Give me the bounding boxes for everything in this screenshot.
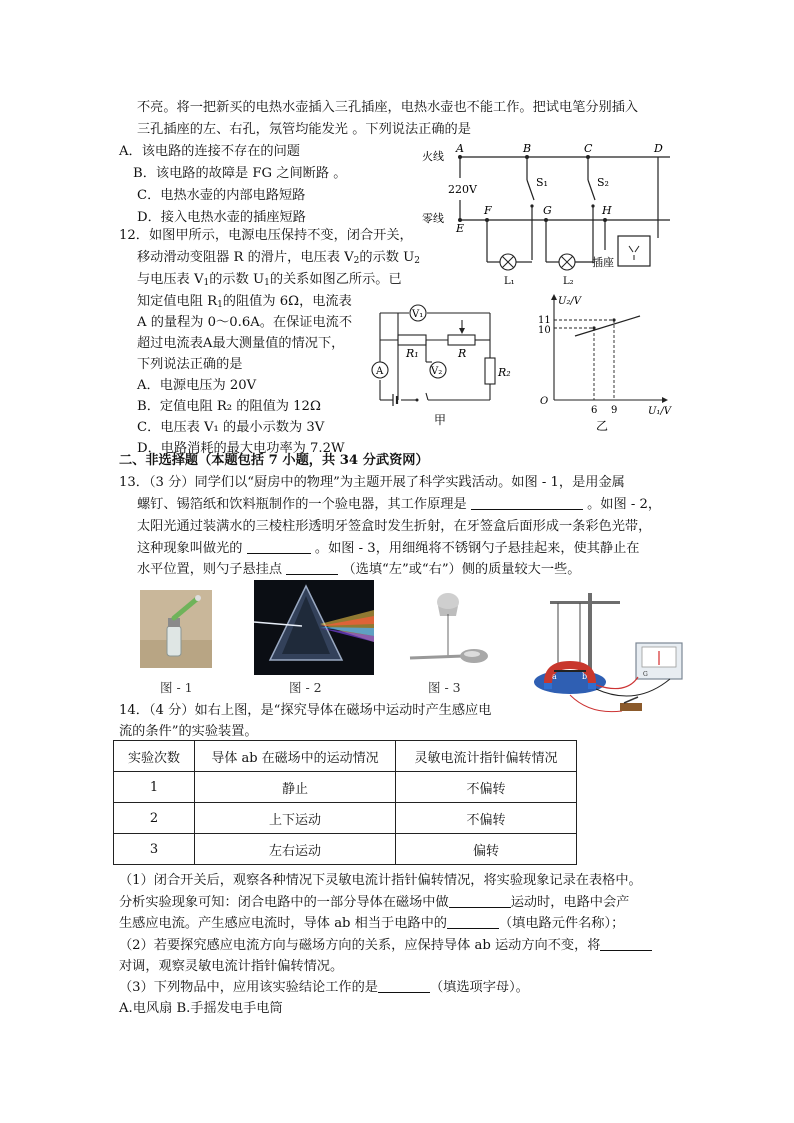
table-header-row (114, 741, 577, 772)
q12-line4: 知定值电阻 $R_1$的阻值为 6Ω，电流表 (137, 294, 352, 310)
photo-electroscope (140, 590, 212, 668)
table-row (114, 803, 577, 834)
q14-blank-4 (378, 979, 430, 993)
label-R2: R₂ (498, 366, 511, 379)
table-cell: 偏转 (396, 834, 577, 865)
table-cell: 上下运动 (195, 803, 396, 834)
graph-tick-9: 9 (611, 405, 618, 416)
q14-blank-3 (600, 937, 652, 951)
label-V1: V₁ (412, 309, 424, 320)
graph-tick-6: 6 (591, 405, 598, 416)
label-220v: 220V (448, 183, 477, 196)
svg-text:G: G (643, 671, 648, 678)
q11-intro-line1: 不亮。将一把新买的电热水壶插入三孔插座，电热水壶也不能工作。把试电笔分别插入 (137, 100, 639, 115)
label-fig-jia: 甲 (434, 413, 447, 427)
label-fig-yi: 乙 (596, 419, 609, 433)
q12-line2: 移动滑动变阻器 R 的滑片，电压表 $V_2$的示数 $U_2$ (137, 250, 420, 266)
table-header-cell: 导体 ab 在磁场中的运动情况 (195, 741, 396, 772)
q12-line1: 12．如图甲所示，电源电压保持不变，闭合开关， (119, 228, 413, 243)
caption-fig3: 图 - 3 (428, 680, 461, 695)
label-L1: L₁ (504, 276, 515, 287)
q14-para4: （2）若要探究感应电流方向与磁场方向的关系，应保持导体 ab 运动方向不变，将 (119, 937, 652, 955)
svg-text:b: b (582, 672, 588, 681)
caption-fig2: 图 - 2 (289, 680, 322, 695)
label-D: D (654, 142, 663, 155)
q13-line5: 水平位置，则勺子悬挂点 （选填“左”或“右”）侧的质量较大一些。 (137, 562, 581, 577)
label-V2: V₂ (431, 366, 443, 377)
q13-line1: 13．（3 分）同学们以“厨房中的物理”为主题开展了科学实践活动。如图 - 1，是用金属 (119, 475, 625, 490)
q14-para1: （1）闭合开关后，观察各种情况下灵敏电流计指针偏转情况，将实验现象记录在表格中。 (119, 873, 642, 888)
caption-fig1: 图 - 1 (160, 680, 193, 695)
label-S1: S₁ (536, 176, 548, 189)
q12-line6: 超过电流表A最大测量值的情况下， (137, 336, 345, 351)
q11-option-d: D．接入电热水壶的插座短路 (137, 210, 306, 225)
label-R1: R₁ (406, 347, 419, 360)
q14-para5: 对调，观察灵敏电流计指针偏转情况。 (119, 959, 344, 974)
q12-circuit-jia (368, 300, 511, 430)
photo-hanging-spoon (402, 586, 494, 676)
q11-option-c: C．电热水壶的内部电路短路 (137, 188, 306, 203)
q12-line3: 与电压表 $V_1$的示数 $U_1$的关系如图乙所示。已 (137, 272, 402, 288)
label-R: R (458, 347, 467, 360)
q12-option-b: B．定值电阻 R₂ 的阻值为 12Ω (137, 399, 321, 414)
table-cell: 左右运动 (195, 834, 396, 865)
apparatus-induction (530, 585, 700, 715)
label-fire-line: 火线 (422, 150, 444, 163)
q11-option-a: A．该电路的连接不存在的问题 (119, 144, 300, 159)
label-S2: S₂ (597, 176, 609, 189)
q13-blank-2 (247, 540, 311, 554)
q14-line2: 流的条件”的实验装置。 (119, 724, 258, 739)
q11-option-b: B．该电路的故障是 FG 之间断路 。 (133, 166, 347, 181)
q12-option-a: A．电源电压为 20V (137, 378, 257, 393)
q14-blank-2 (447, 915, 499, 929)
table-header-cell: 灵敏电流计指针偏转情况 (396, 741, 577, 772)
table-header-cell: 实验次数 (114, 741, 195, 772)
label-G: G (543, 204, 552, 217)
graph-tick-11: 11 (538, 315, 551, 326)
q14-para6: （3）下列物品中，应用该实验结论工作的是 （填选项字母）。 (119, 980, 529, 995)
label-E: E (456, 222, 465, 235)
experiment-table (113, 740, 577, 865)
q13-blank-1 (471, 496, 583, 510)
q12-line7: 下列说法正确的是 (137, 357, 243, 372)
label-ammeter: A (376, 366, 384, 377)
q13-line3: 太阳光通过装满水的三棱柱形透明牙签盒时发生折射，在牙签盒后面形成一条彩色光带， (137, 519, 652, 534)
table-cell: 1 (114, 772, 195, 803)
label-C: C (584, 142, 593, 155)
q14-line1: 14．（4 分）如右上图，是“探究导体在磁场中运动时产生感应电 (119, 703, 492, 718)
table-cell: 不偏转 (396, 803, 577, 834)
q12-line5: A 的量程为 0～0.6A。在保证电流不 (137, 315, 353, 330)
q14-options: A.电风扇 B.手摇发电手电筒 (119, 1001, 283, 1016)
table-cell: 不偏转 (396, 772, 577, 803)
graph-y-label: U₂/V (558, 296, 582, 307)
q13-blank-3 (286, 561, 338, 575)
q12-option-c: C．电压表 V₁ 的最小示数为 3V (137, 420, 325, 435)
q12-option-d: D．电路消耗的最大电功率为 7.2W (137, 441, 345, 456)
q13-line4: 这种现象叫做光的 。如图 - 3，用细绳将不锈钢勺子悬挂起来，使其静止在 (137, 541, 640, 556)
label-L2: L₂ (563, 276, 574, 287)
q11-household-circuit (420, 140, 680, 290)
q14-para2: 分析实验现象可知：闭合电路中的一部分导体在磁场中做 运动时，电路中会产 (119, 895, 630, 910)
graph-x-label: U₁/V (648, 406, 672, 417)
q14-blank-1 (449, 894, 511, 908)
q12-graph-yi (530, 290, 680, 433)
section-heading: 二、非选择题（本题包括 7 小题，共 34 分武资网） (119, 453, 429, 468)
label-A: A (456, 142, 464, 155)
label-zero-line: 零线 (422, 212, 444, 225)
q13-line2: 螺钉、锡箔纸和饮料瓶制作的一个验电器，其工作原理是 。如图 - 2， (137, 497, 662, 512)
svg-text:a: a (552, 672, 557, 681)
label-H: H (602, 204, 612, 217)
q14-para3: 生感应电流。产生感应电流时，导体 ab 相当于电路中的 （填电路元件名称）； (119, 916, 625, 931)
photo-prism (254, 580, 374, 675)
table-row (114, 834, 577, 865)
table-cell: 2 (114, 803, 195, 834)
label-B: B (523, 142, 532, 155)
table-cell: 静止 (195, 772, 396, 803)
label-F: F (484, 204, 492, 217)
table-row (114, 772, 577, 803)
graph-origin: O (540, 396, 549, 407)
graph-tick-10: 10 (538, 325, 551, 336)
table-cell: 3 (114, 834, 195, 865)
label-socket: 插座 (592, 256, 614, 269)
q11-intro-line2: 三孔插座的左、右孔，氖管均能发光 。下列说法正确的是 (137, 122, 471, 137)
